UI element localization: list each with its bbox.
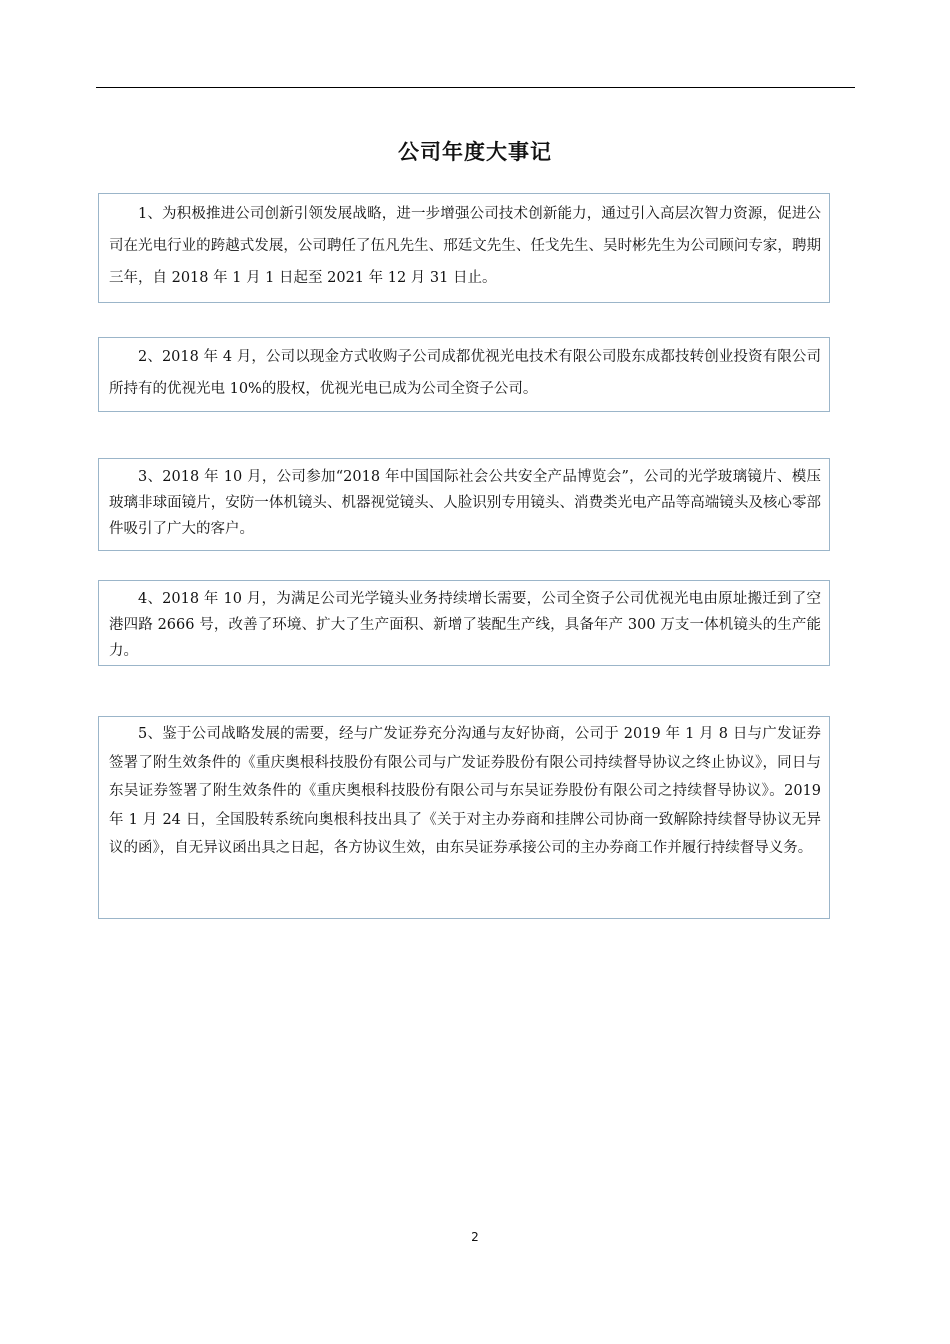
event-item-5: 5、鉴于公司战略发展的需要，经与广发证券充分沟通与友好协商，公司于 2019 年 1 月 8 日与广发证券签署了附生效条件的《重庆奥根科技股份有限公司与广发证券股份有限公司持续督导协议之终止协议》，同日与东吴证券签署了附生效条件的《重庆奥根科技股份有限公司与东吴证券股份有限公司之持续督导协议》。2019 年 1 月 24 日，全国股转系统向奥根科技出具了《关于对主办券商和挂牌公司协商一致解除持续督导协议无异议的函》，自无异议函出具之日起，各方协议生效，由东吴证券承接公司的主办券商工作并履行持续督导义务。 (98, 716, 830, 919)
event-item-2: 2、2018 年 4 月，公司以现金方式收购子公司成都优视光电技术有限公司股东成都技转创业投资有限公司所持有的优视光电 10%的股权，优视光电已成为公司全资子公司。 (98, 337, 830, 412)
header-rule (96, 87, 855, 88)
page-number: 2 (471, 1230, 479, 1244)
event-item-4: 4、2018 年 10 月，为满足公司光学镜头业务持续增长需要，公司全资子公司优视光电由原址搬迁到了空港四路 2666 号，改善了环境、扩大了生产面积、新增了装配生产线，具备年产 300 万支一体机镜头的生产能力。 (98, 580, 830, 666)
event-item-3: 3、2018 年 10 月，公司参加“2018 年中国国际社会公共安全产品博览会”，公司的光学玻璃镜片、模压玻璃非球面镜片，安防一体机镜头、机器视觉镜头、人脸识别专用镜头、消费类光电产品等高端镜头及核心零部件吸引了广大的客户。 (98, 458, 830, 551)
page-title: 公司年度大事记 (398, 140, 552, 164)
event-item-1: 1、为积极推进公司创新引领发展战略，进一步增强公司技术创新能力，通过引入高层次智力资源，促进公司在光电行业的跨越式发展，公司聘任了伍凡先生、邢廷文先生、任戈先生、吴时彬先生为公司顾问专家，聘期三年，自 2018 年 1 月 1 日起至 2021 年 12 月 31 日止。 (98, 193, 830, 303)
